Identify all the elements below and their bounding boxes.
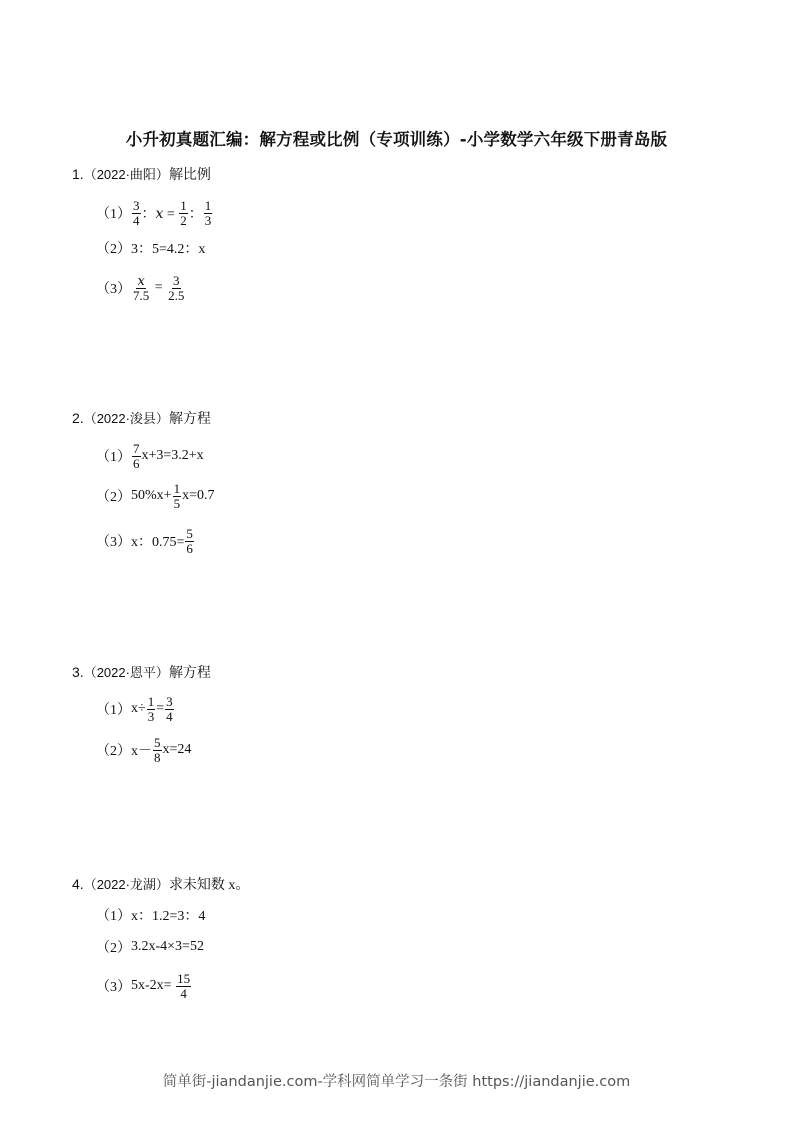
fraction-numerator: 3 — [173, 272, 180, 288]
fraction-numerator: 5 — [154, 734, 161, 750]
fraction-denominator: 4 — [133, 212, 140, 228]
expression-text: x=24 — [162, 742, 192, 757]
fraction-denominator: 3 — [147, 708, 155, 724]
fraction-numerator: 1 — [180, 197, 187, 213]
fraction — [165, 695, 174, 724]
expression-text: x：0.75= — [131, 535, 185, 550]
question-heading — [72, 874, 249, 894]
expression-text: ：𝑥 = — [141, 207, 179, 222]
fraction-numerator: 7 — [133, 440, 140, 456]
expression-text: x=0.7 — [182, 488, 215, 503]
expression-text: = — [156, 701, 165, 716]
question-heading — [72, 164, 211, 184]
question-heading — [72, 408, 211, 428]
fraction — [185, 527, 194, 556]
sub-question — [96, 228, 205, 268]
question-task: 解比例 — [168, 168, 211, 183]
fraction-numerator: 3 — [166, 693, 173, 709]
question-heading — [72, 662, 211, 682]
fraction-numerator: 5 — [186, 525, 193, 541]
fraction — [132, 442, 141, 471]
fraction-denominator: 6 — [186, 540, 193, 556]
expression-text: ： — [188, 207, 203, 222]
sub-question-label: （2） — [96, 242, 131, 257]
question-number: 1. — [72, 166, 84, 182]
sub-question — [96, 476, 214, 516]
sub-question-label: （2） — [96, 490, 131, 505]
sub-question — [96, 689, 175, 729]
fraction-denominator: 4 — [166, 708, 173, 724]
fraction-denominator: 5 — [173, 495, 181, 511]
question-task: 求未知数 x。 — [168, 878, 250, 893]
expression-text: x÷ — [131, 701, 146, 716]
fraction — [147, 695, 156, 724]
expression-text: 5x-2x= — [131, 978, 176, 993]
sub-question — [96, 927, 204, 967]
fraction — [204, 199, 213, 228]
fraction-numerator: 3 — [133, 197, 140, 213]
page-title: 小升初真题汇编：解方程或比例（专项训练）-小学数学六年级下册青岛版 — [125, 130, 668, 149]
fraction — [132, 199, 141, 228]
expression-text: x+3=3.2+x — [141, 448, 204, 463]
sub-question-label: （3） — [96, 535, 131, 550]
fraction — [179, 199, 188, 228]
fraction-numerator: 1 — [204, 197, 212, 213]
expression-text: 50%x+ — [131, 488, 172, 503]
sub-question-label: （1） — [96, 450, 131, 465]
question-task: 解方程 — [168, 666, 211, 681]
expression-text: 3.2x-4×3=52 — [131, 939, 204, 954]
question-number: 2. — [72, 410, 84, 426]
fraction-denominator: 6 — [133, 455, 140, 471]
expression-text: x－ — [131, 744, 152, 759]
question-number: 4. — [72, 876, 84, 892]
question-source: （2022·恩平） — [83, 665, 169, 680]
question-source: （2022·浚县） — [83, 411, 169, 426]
sub-question-label: （1） — [96, 207, 131, 222]
sub-question — [96, 193, 213, 233]
fraction-denominator: 3 — [204, 212, 212, 228]
fraction — [132, 274, 150, 303]
sub-question-label: （1） — [96, 703, 131, 718]
fraction — [176, 972, 191, 1001]
sub-question — [96, 730, 191, 770]
sub-question-label: （3） — [96, 282, 131, 297]
sub-question-label: （3） — [96, 980, 131, 995]
fraction — [153, 736, 162, 765]
expression-text: 3：5=4.2：x — [131, 242, 206, 257]
fraction-denominator: 8 — [154, 749, 161, 765]
question-source: （2022·曲阳） — [83, 167, 169, 182]
question-number: 3. — [72, 664, 84, 680]
sub-question — [96, 268, 186, 308]
expression-text: = — [151, 280, 167, 295]
fraction-numerator: 1 — [173, 480, 181, 496]
fraction-denominator: 2 — [180, 212, 187, 228]
fraction — [167, 274, 185, 303]
fraction-denominator: 2.5 — [168, 287, 185, 303]
fraction-denominator: 4 — [180, 985, 187, 1001]
sub-question-label: （2） — [96, 744, 131, 759]
fraction-denominator: 7.5 — [133, 287, 150, 303]
fraction — [173, 482, 182, 511]
sub-question — [96, 521, 195, 561]
sub-question-label: （2） — [96, 941, 131, 956]
fraction-numerator: 15 — [177, 970, 191, 986]
fraction-numerator: 1 — [147, 693, 155, 709]
question-task: 解方程 — [168, 412, 211, 427]
expression-text: x：1.2=3：4 — [131, 909, 206, 924]
sub-question — [96, 436, 204, 476]
sub-question-label: （1） — [96, 909, 131, 924]
footer-watermark: 简单街-jiandanjie.com-学科网简单学习一条街 https://jiandanjie.com — [162, 1074, 631, 1090]
question-source: （2022·龙湖） — [83, 877, 169, 892]
fraction-numerator: 𝑥 — [137, 272, 145, 288]
sub-question — [96, 966, 192, 1006]
